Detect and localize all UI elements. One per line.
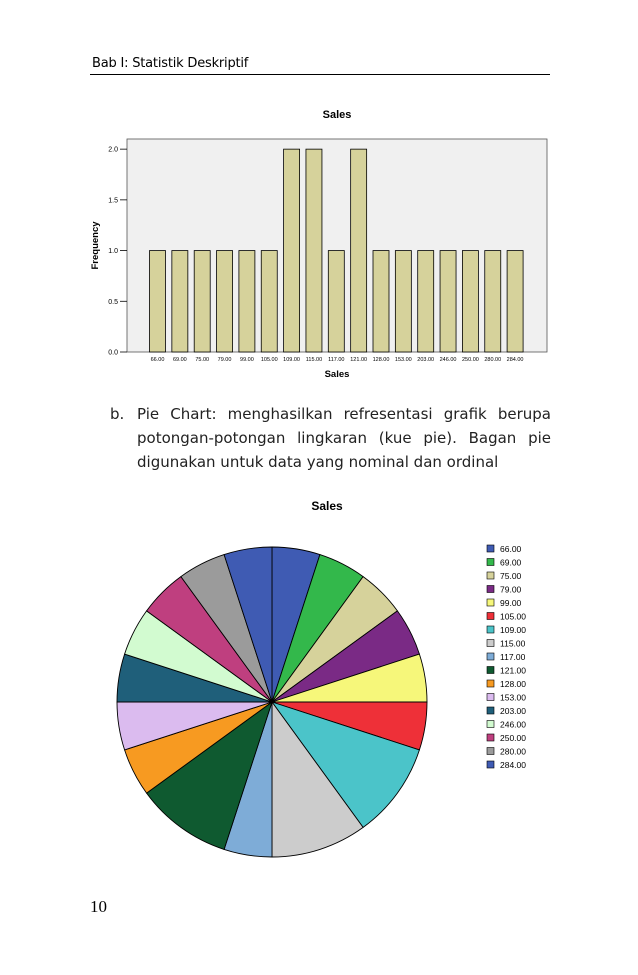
x-tick-label: 117.00 — [328, 357, 345, 363]
page-header: Bab I: Statistik Deskriptif — [92, 56, 249, 71]
bar-250.00 — [462, 251, 478, 352]
legend-label: 284.00 — [500, 760, 526, 770]
pie-slice-105.00 — [272, 702, 427, 750]
pie-slice-79.00 — [272, 611, 419, 702]
y-tick-label: 1.0 — [108, 248, 118, 256]
pie-slice-280.00 — [181, 555, 272, 702]
pie-slice-115.00 — [272, 702, 363, 857]
pie-slice-66.00 — [272, 547, 320, 702]
bar-chart-title: Sales — [322, 109, 352, 121]
legend-swatch — [487, 572, 494, 579]
legend-swatch — [487, 734, 494, 741]
paragraph-text: Pie Chart: menghasilkan refresentasi grafik berupa potongan-potongan lingkaran (kue pie). Bagan pie digunakan untuk data yang nominal dan ordinal — [137, 405, 551, 471]
legend-label: 280.00 — [500, 746, 526, 757]
pie-slice-75.00 — [272, 577, 397, 702]
legend-swatch — [487, 707, 494, 714]
legend-label: 75.00 — [500, 571, 522, 581]
legend-label: 128.00 — [500, 679, 526, 689]
bar-280.00 — [485, 251, 501, 352]
x-tick-label: 153.00 — [394, 357, 412, 363]
legend-swatch — [487, 599, 494, 606]
x-tick-label: 69.00 — [172, 357, 187, 363]
pie-slice-117.00 — [224, 702, 272, 857]
pie-slice-246.00 — [125, 611, 272, 702]
legend-label: 115.00 — [500, 638, 526, 649]
pie-slice-284.00 — [224, 547, 272, 702]
legend-swatch — [487, 748, 494, 755]
legend-label: 66.00 — [500, 544, 522, 554]
pie-chart-title: Sales — [311, 499, 343, 513]
bar-121.00 — [351, 149, 367, 352]
legend-label: 79.00 — [500, 584, 522, 595]
legend-swatch — [487, 640, 494, 647]
x-tick-label: 105.00 — [260, 357, 278, 363]
x-tick-label: 66.00 — [150, 357, 165, 363]
bar-203.00 — [418, 251, 434, 352]
bar-153.00 — [395, 251, 411, 352]
bar-y-axis-label: Frequency — [90, 221, 101, 270]
pie-slice-99.00 — [272, 654, 427, 702]
x-tick-label: 121.00 — [350, 357, 368, 363]
legend-swatch — [487, 613, 494, 620]
bar-chart — [0, 0, 638, 400]
bar-x-axis-label: Sales — [324, 369, 350, 380]
pie-slice-121.00 — [147, 702, 272, 849]
legend-label: 153.00 — [500, 692, 526, 703]
y-tick-label: 2.0 — [108, 146, 118, 154]
paragraph — [110, 402, 560, 474]
legend-swatch — [487, 586, 494, 593]
legend-label: 99.00 — [500, 598, 522, 608]
y-tick-label: 0.5 — [108, 298, 118, 306]
legend-swatch — [487, 694, 494, 701]
bar-109.00 — [284, 149, 300, 352]
legend-label: 117.00 — [500, 652, 526, 662]
legend-label: 121.00 — [500, 665, 526, 676]
legend-swatch — [487, 626, 494, 633]
legend-swatch — [487, 667, 494, 674]
y-tick-label: 1.5 — [108, 197, 118, 205]
legend-swatch — [487, 680, 494, 687]
x-tick-label: 203.00 — [417, 357, 435, 363]
pie-slice-203.00 — [117, 654, 272, 702]
x-tick-label: 250.00 — [461, 357, 479, 363]
y-tick-label: 0.0 — [108, 349, 118, 357]
x-tick-label: 115.00 — [305, 357, 323, 363]
x-tick-label: 75.00 — [195, 357, 210, 363]
paragraph-label: b. — [110, 405, 125, 423]
bar-115.00 — [306, 149, 322, 352]
legend-swatch — [487, 653, 494, 660]
legend-label: 69.00 — [500, 557, 522, 568]
legend-swatch — [487, 761, 494, 768]
legend-label: 250.00 — [500, 733, 526, 743]
legend-label: 109.00 — [500, 625, 526, 635]
x-tick-label: 99.00 — [240, 357, 254, 363]
bar-246.00 — [440, 251, 456, 352]
bar-117.00 — [328, 251, 344, 352]
pie-slice-128.00 — [125, 702, 272, 793]
x-tick-label: 109.00 — [283, 357, 301, 363]
pie-slice-109.00 — [272, 702, 419, 827]
pie-slice-69.00 — [272, 555, 363, 702]
x-tick-label: 246.00 — [439, 357, 457, 363]
bar-75.00 — [194, 251, 210, 352]
legend-swatch — [487, 545, 494, 552]
bar-99.00 — [239, 251, 255, 352]
legend-label: 105.00 — [500, 611, 526, 622]
bar-105.00 — [261, 251, 277, 352]
page-number: 10 — [90, 897, 107, 916]
legend-label: 203.00 — [500, 706, 526, 716]
pie-slice-153.00 — [117, 702, 272, 750]
pie-slice-250.00 — [147, 577, 272, 702]
bar-69.00 — [172, 251, 188, 352]
bar-128.00 — [373, 251, 389, 352]
bar-79.00 — [217, 251, 233, 352]
legend-label: 246.00 — [500, 719, 526, 730]
bar-66.00 — [150, 251, 166, 352]
bar-284.00 — [507, 251, 523, 352]
x-tick-label: 284.00 — [506, 357, 524, 363]
x-tick-label: 79.00 — [217, 357, 232, 363]
x-tick-label: 280.00 — [484, 357, 502, 363]
legend-swatch — [487, 721, 494, 728]
legend-swatch — [487, 559, 494, 566]
x-tick-label: 128.00 — [372, 357, 390, 363]
